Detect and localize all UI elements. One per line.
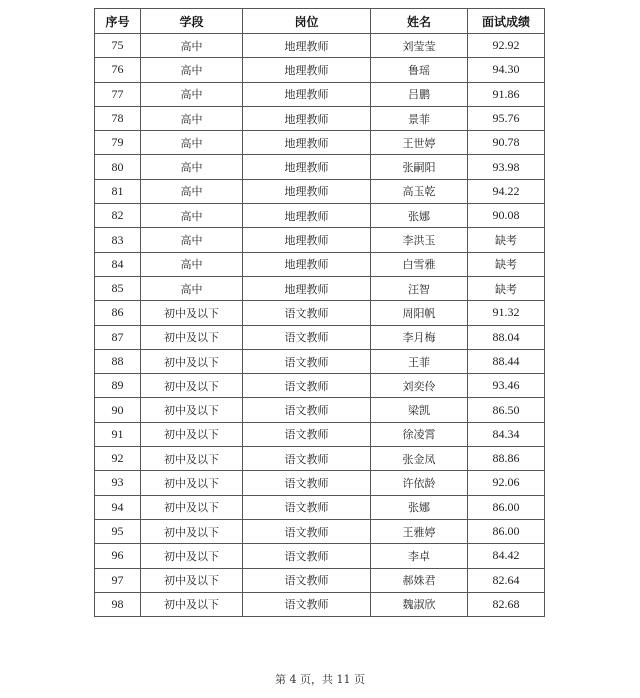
cell-name: 高玉乾 (371, 179, 468, 203)
cell-name: 王菲 (371, 349, 468, 373)
table-row (95, 544, 545, 568)
cell-score: 86.00 (468, 495, 545, 519)
cell-seq: 92 (95, 447, 141, 471)
cell-position: 地理教师 (243, 58, 371, 82)
cell-score: 缺考 (468, 228, 545, 252)
header-stage: 学段 (141, 9, 243, 34)
table-row (95, 422, 545, 446)
cell-position: 语文教师 (243, 592, 371, 616)
cell-position: 语文教师 (243, 568, 371, 592)
cell-stage: 高中 (141, 252, 243, 276)
cell-stage: 初中及以下 (141, 374, 243, 398)
cell-seq: 79 (95, 131, 141, 155)
cell-score: 86.50 (468, 398, 545, 422)
cell-score: 86.00 (468, 519, 545, 543)
table-row (95, 471, 545, 495)
cell-seq: 80 (95, 155, 141, 179)
cell-score: 88.44 (468, 349, 545, 373)
cell-position: 地理教师 (243, 228, 371, 252)
cell-name: 徐凌霄 (371, 422, 468, 446)
cell-name: 周阳帆 (371, 301, 468, 325)
cell-name: 鲁瑶 (371, 58, 468, 82)
table-row (95, 398, 545, 422)
cell-seq: 88 (95, 349, 141, 373)
cell-name: 刘奕伶 (371, 374, 468, 398)
header-row (95, 9, 545, 34)
table-row (95, 374, 545, 398)
cell-score: 缺考 (468, 252, 545, 276)
cell-seq: 95 (95, 519, 141, 543)
cell-position: 语文教师 (243, 471, 371, 495)
cell-position: 语文教师 (243, 422, 371, 446)
cell-position: 语文教师 (243, 447, 371, 471)
cell-name: 李洪玉 (371, 228, 468, 252)
cell-name: 汪智 (371, 276, 468, 300)
cell-score: 94.30 (468, 58, 545, 82)
cell-seq: 91 (95, 422, 141, 446)
cell-position: 语文教师 (243, 495, 371, 519)
cell-score: 82.68 (468, 592, 545, 616)
cell-position: 语文教师 (243, 519, 371, 543)
cell-seq: 97 (95, 568, 141, 592)
table-body (95, 34, 545, 617)
cell-score: 84.34 (468, 422, 545, 446)
cell-stage: 高中 (141, 106, 243, 130)
cell-score: 90.08 (468, 204, 545, 228)
cell-name: 梁凯 (371, 398, 468, 422)
cell-stage: 初中及以下 (141, 349, 243, 373)
header-name: 姓名 (371, 9, 468, 34)
table-row (95, 349, 545, 373)
cell-score: 93.98 (468, 155, 545, 179)
cell-stage: 初中及以下 (141, 447, 243, 471)
cell-name: 景菲 (371, 106, 468, 130)
cell-score: 93.46 (468, 374, 545, 398)
cell-name: 张娜 (371, 204, 468, 228)
cell-position: 地理教师 (243, 204, 371, 228)
cell-seq: 93 (95, 471, 141, 495)
cell-score: 92.92 (468, 34, 545, 58)
cell-stage: 初中及以下 (141, 325, 243, 349)
cell-position: 语文教师 (243, 349, 371, 373)
table-row (95, 34, 545, 58)
cell-seq: 75 (95, 34, 141, 58)
cell-name: 张嗣阳 (371, 155, 468, 179)
cell-score: 88.86 (468, 447, 545, 471)
cell-position: 语文教师 (243, 301, 371, 325)
table-row (95, 179, 545, 203)
cell-seq: 98 (95, 592, 141, 616)
cell-seq: 84 (95, 252, 141, 276)
cell-position: 语文教师 (243, 398, 371, 422)
cell-name: 许依龄 (371, 471, 468, 495)
cell-name: 白雪雅 (371, 252, 468, 276)
cell-score: 92.06 (468, 471, 545, 495)
cell-score: 82.64 (468, 568, 545, 592)
cell-stage: 高中 (141, 34, 243, 58)
cell-name: 吕鹏 (371, 82, 468, 106)
cell-seq: 90 (95, 398, 141, 422)
table-row (95, 568, 545, 592)
cell-seq: 82 (95, 204, 141, 228)
table-row (95, 495, 545, 519)
cell-stage: 高中 (141, 204, 243, 228)
table-row (95, 276, 545, 300)
cell-stage: 高中 (141, 179, 243, 203)
cell-position: 地理教师 (243, 34, 371, 58)
cell-seq: 89 (95, 374, 141, 398)
cell-seq: 81 (95, 179, 141, 203)
header-position: 岗位 (243, 9, 371, 34)
score-table (94, 8, 545, 617)
cell-stage: 初中及以下 (141, 568, 243, 592)
header-score: 面试成绩 (468, 9, 545, 34)
cell-stage: 初中及以下 (141, 495, 243, 519)
cell-score: 91.32 (468, 301, 545, 325)
cell-stage: 初中及以下 (141, 592, 243, 616)
cell-name: 魏淑欣 (371, 592, 468, 616)
cell-stage: 高中 (141, 276, 243, 300)
cell-seq: 85 (95, 276, 141, 300)
cell-score: 84.42 (468, 544, 545, 568)
cell-stage: 初中及以下 (141, 301, 243, 325)
cell-stage: 初中及以下 (141, 471, 243, 495)
cell-stage: 高中 (141, 58, 243, 82)
cell-stage: 高中 (141, 228, 243, 252)
table-row (95, 82, 545, 106)
cell-position: 地理教师 (243, 276, 371, 300)
cell-stage: 高中 (141, 155, 243, 179)
cell-position: 地理教师 (243, 106, 371, 130)
table-row (95, 592, 545, 616)
cell-position: 地理教师 (243, 179, 371, 203)
cell-stage: 初中及以下 (141, 544, 243, 568)
table-row (95, 58, 545, 82)
cell-stage: 高中 (141, 131, 243, 155)
cell-position: 语文教师 (243, 544, 371, 568)
cell-name: 王雅婷 (371, 519, 468, 543)
table-row (95, 155, 545, 179)
table-row (95, 228, 545, 252)
page-footer: 第 4 页，共 11 页 (275, 673, 365, 686)
table-row (95, 252, 545, 276)
cell-name: 李卓 (371, 544, 468, 568)
cell-stage: 初中及以下 (141, 519, 243, 543)
table-row (95, 301, 545, 325)
cell-seq: 78 (95, 106, 141, 130)
cell-score: 95.76 (468, 106, 545, 130)
cell-seq: 96 (95, 544, 141, 568)
cell-score: 88.04 (468, 325, 545, 349)
cell-name: 郝姝君 (371, 568, 468, 592)
cell-name: 张金凤 (371, 447, 468, 471)
cell-name: 王世婷 (371, 131, 468, 155)
table-row (95, 131, 545, 155)
table-row (95, 325, 545, 349)
table-row (95, 106, 545, 130)
cell-position: 地理教师 (243, 82, 371, 106)
cell-seq: 86 (95, 301, 141, 325)
cell-name: 刘莹莹 (371, 34, 468, 58)
cell-position: 地理教师 (243, 252, 371, 276)
cell-name: 张娜 (371, 495, 468, 519)
cell-score: 90.78 (468, 131, 545, 155)
cell-score: 94.22 (468, 179, 545, 203)
cell-seq: 87 (95, 325, 141, 349)
cell-position: 地理教师 (243, 131, 371, 155)
cell-score: 缺考 (468, 276, 545, 300)
cell-score: 91.86 (468, 82, 545, 106)
cell-position: 语文教师 (243, 325, 371, 349)
cell-position: 地理教师 (243, 155, 371, 179)
cell-stage: 初中及以下 (141, 398, 243, 422)
cell-seq: 77 (95, 82, 141, 106)
cell-stage: 高中 (141, 82, 243, 106)
header-seq: 序号 (95, 9, 141, 34)
cell-name: 李月梅 (371, 325, 468, 349)
cell-seq: 76 (95, 58, 141, 82)
cell-seq: 94 (95, 495, 141, 519)
cell-seq: 83 (95, 228, 141, 252)
cell-position: 语文教师 (243, 374, 371, 398)
table-row (95, 447, 545, 471)
cell-stage: 初中及以下 (141, 422, 243, 446)
table-row (95, 519, 545, 543)
table-row (95, 204, 545, 228)
